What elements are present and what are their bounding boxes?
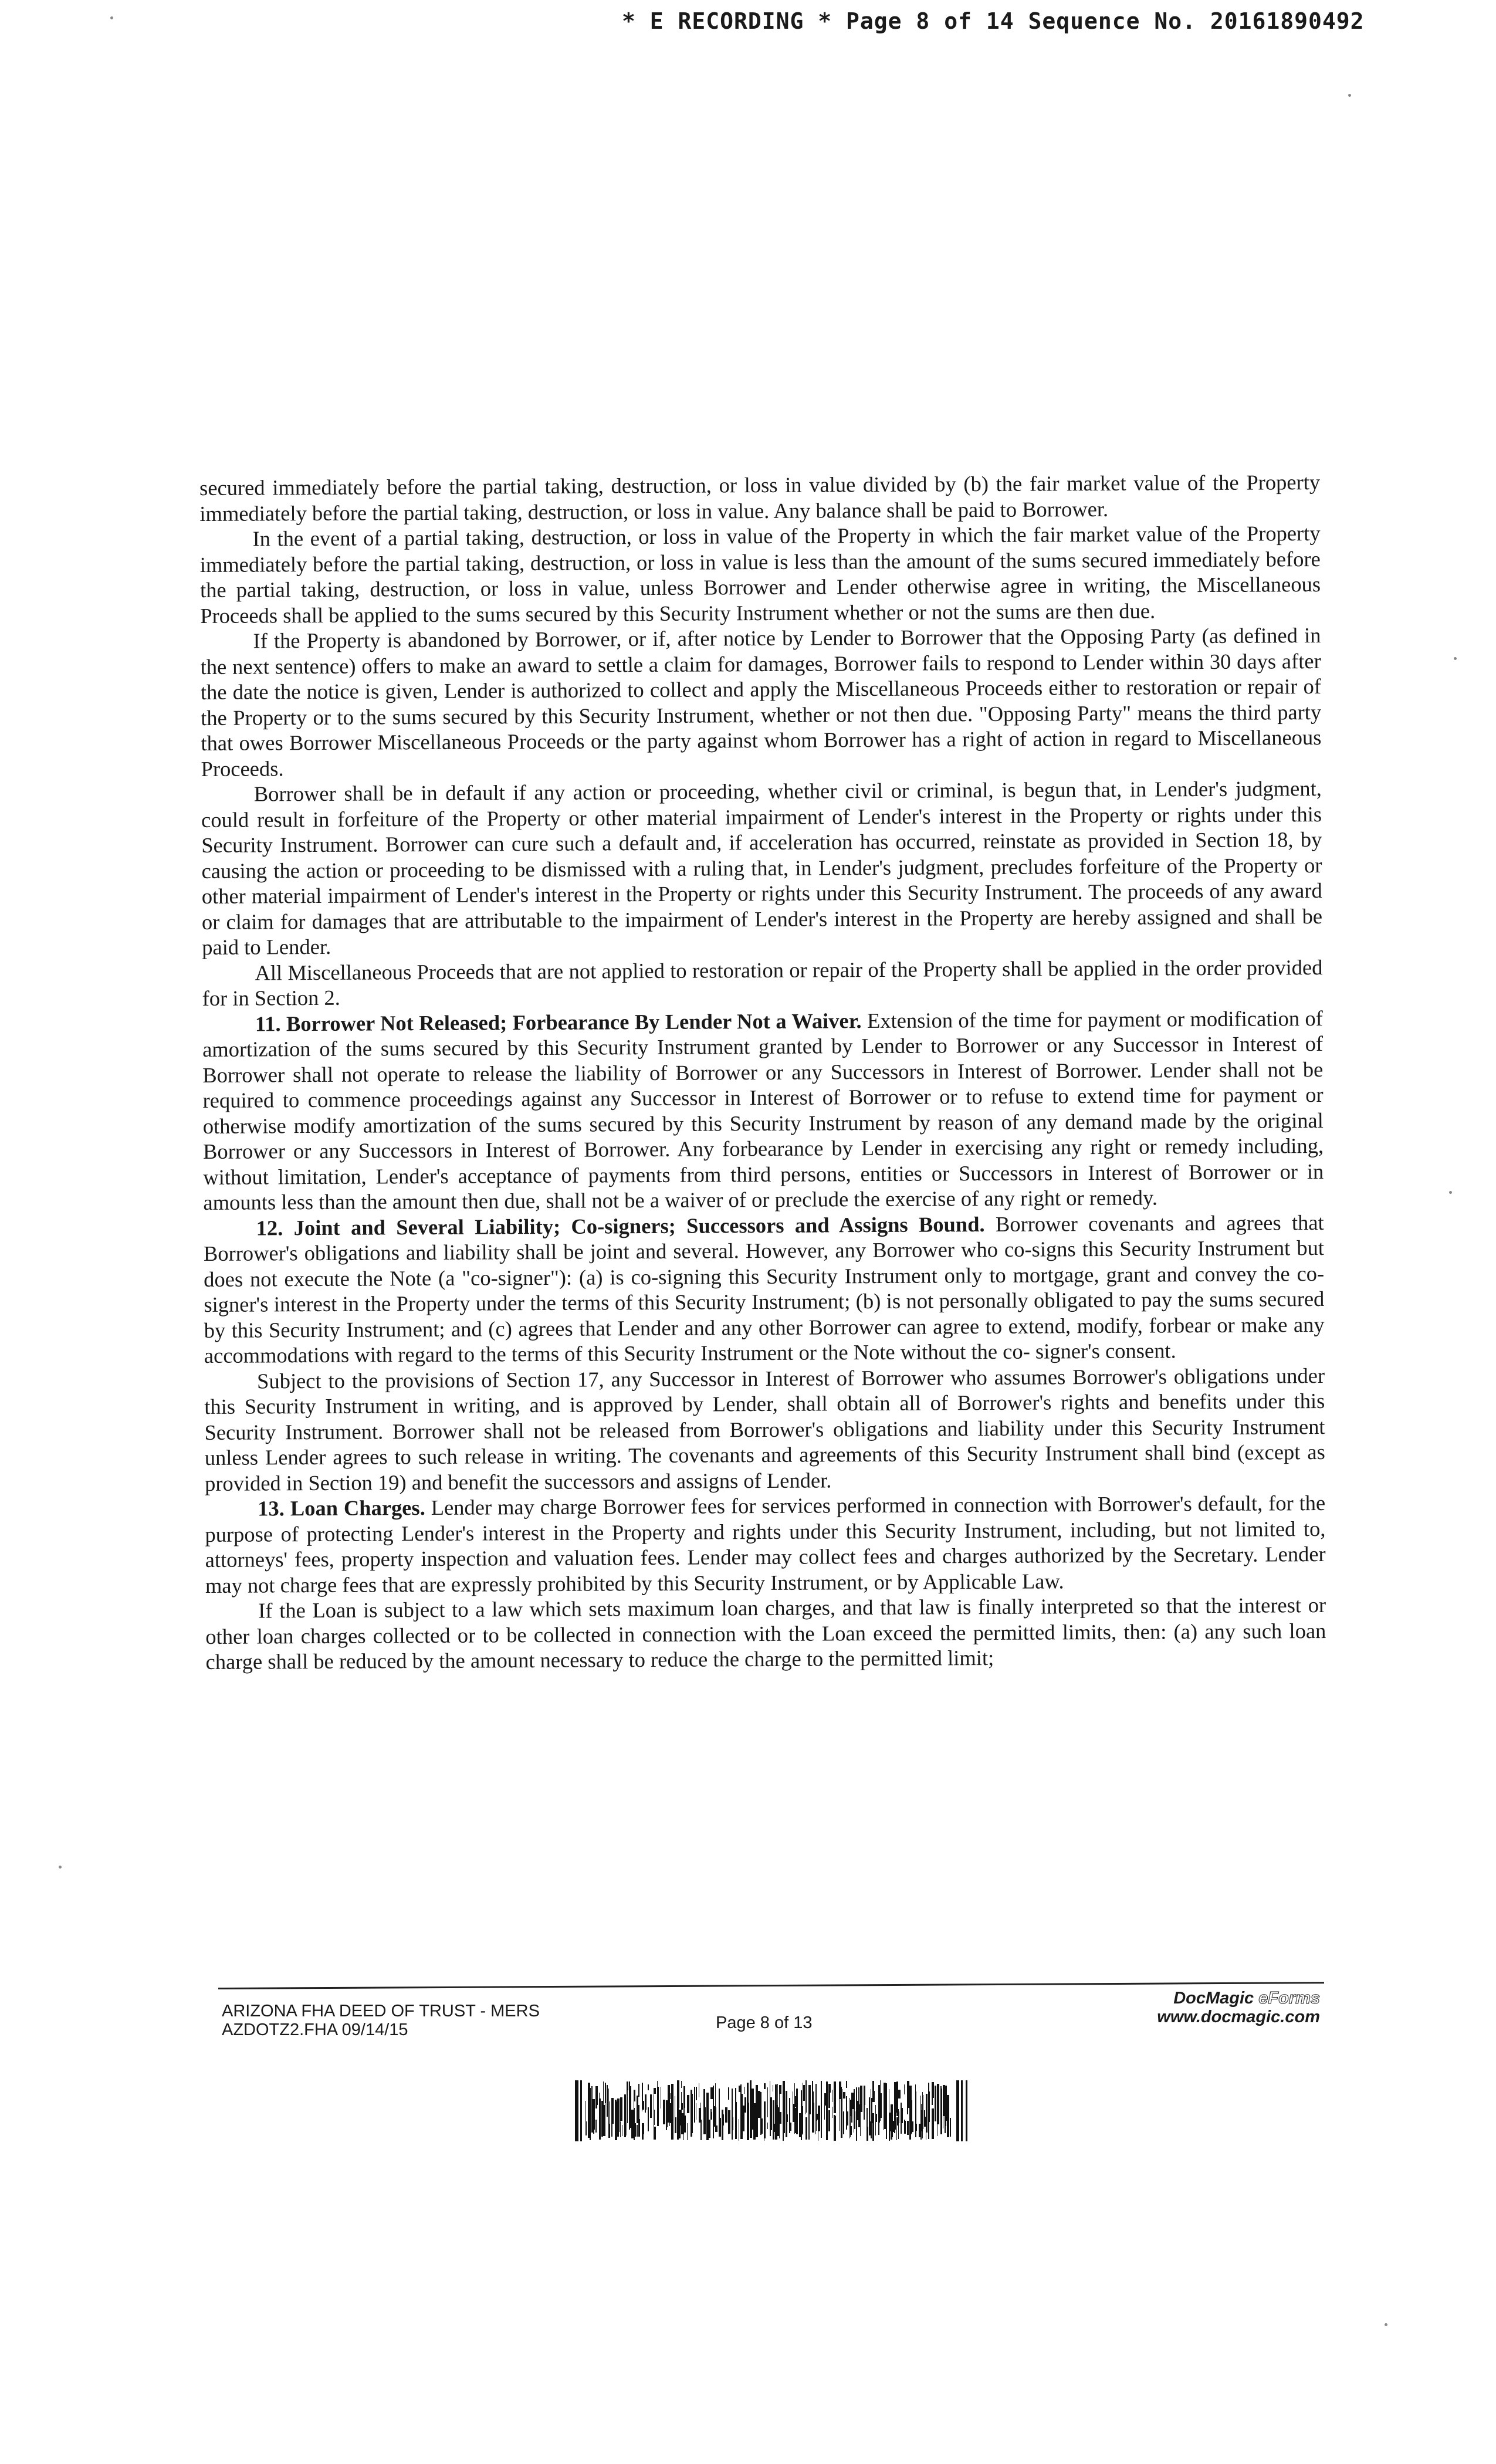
paragraph: In the event of a partial taking, destruction, or loss in value of the Property in which the fair market value of the Property immediately before the partial taking, destruction, or loss in value is less than the amount of the sums secured immediately before the partial taking, destruction, or loss in value, unless Borrower and Lender otherwise agree in writing, the Miscellaneous Proceeds shall be applied to the sums secured by this Security Instrument whether or not the sums are then due. (199, 520, 1321, 628)
paragraph: If the Property is abandoned by Borrower, or if, after notice by Lender to Borrower that the Opposing Party (as defined in the next sentence) offers to make an award to settle a claim for damages, Borrower fails to respond to Lender within 30 days after the date the notice is given, Lender is authorized to collect and apply the Miscellaneous Proceeds either to restoration or repair of the Property or to the sums secured by this Security Instrument, whether or not then due. "Opposing Party" means the third party that owes Borrower Miscellaneous Proceeds or the party against whom Borrower has a right of action in regard to Miscellaneous Proceeds. (200, 622, 1322, 781)
scan-speck (1454, 657, 1457, 660)
form-identifier (222, 2002, 540, 2039)
brand-url: www.docmagic.com (1157, 2008, 1320, 2026)
section-text: Lender may charge Borrower fees for services performed in connection with Borrower's default, for the purpose of protecting Lender's interest in the Property and rights under this Security Instrument, including, but not limited to, attorneys' fees, property inspection and valuation fees. Lender may collect fees and charges authorized by the Secretary. Lender may not charge fees that are expressly prohibited by this Security Instrument, or by Applicable Law. (205, 1490, 1326, 1597)
brand-name: DocMagic (1173, 1989, 1254, 2008)
section-heading: 12. Joint and Several Liability; Co-signers; Successors and Assigns Bound. (256, 1211, 985, 1240)
scan-speck (1449, 1191, 1452, 1194)
barcode (575, 2080, 980, 2141)
scan-speck (110, 16, 113, 19)
recording-header: * E RECORDING * Page 8 of 14 Sequence No. 20161890492 (622, 8, 1365, 34)
scan-speck (1348, 94, 1351, 97)
section-13 (205, 1490, 1326, 1598)
paragraph: secured immediately before the partial taking, destruction, or loss in value divided by (b) the fair market value of the Property immediately before the partial taking, destruction, or loss in value. Any balance shall be paid to Borrower. (199, 469, 1321, 526)
page-number: Page 8 of 13 (716, 2013, 813, 2032)
form-code: AZDOTZ2.FHA 09/14/15 (222, 2020, 408, 2039)
paragraph: All Miscellaneous Proceeds that are not applied to restoration or repair of the Property shall be applied in the order provided for in Section 2. (202, 955, 1323, 1010)
section-heading: 11. Borrower Not Released; Forbearance By Lender Not a Waiver. (255, 1008, 862, 1036)
eforms-mark: eForms (1258, 1989, 1320, 2008)
paragraph: Subject to the provisions of Section 17, any Successor in Interest of Borrower who assumes Borrower's obligations under this Security Instrument in writing, and is approved by Lender, shall obtain all of Borrower's rights and benefits under this Security Instrument. Borrower shall not be released from Borrower's obligations and liability under this Security Instrument unless Lender agrees to such release in writing. The covenants and agreements of this Security Instrument shall bind (except as provided in Section 19) and benefit the successors and assigns of Lender. (204, 1363, 1325, 1495)
section-12 (204, 1209, 1325, 1368)
section-text: Extension of the time for payment or modification of amortization of the sums secured by this Security Instrument granted by Lender to Borrower or any Successor in Interest of Borrower shall not operate to release the liability of Borrower or any Successors in Interest of Borrower. Lender shall not be required to commence proceedings against any Successor in Interest of Borrower or to refuse to extend time for payment or otherwise modify amortization of the sums secured by this Security Instrument by reason of any demand made by the original Borrower or any Successors in Interest of Borrower. Any forbearance by Lender in exercising any right or remedy including, without limitation, Lender's acceptance of payments from third persons, entities or Successors in Interest of Borrower or in amounts less than the amount then due, shall not be a waiver of or preclude the exercise of any right or remedy. (202, 1006, 1324, 1214)
document-body (199, 469, 1326, 1674)
section-heading: 13. Loan Charges. (258, 1495, 425, 1521)
scan-speck (59, 1866, 62, 1869)
form-name: ARIZONA FHA DEED OF TRUST - MERS (222, 2002, 540, 2020)
docmagic-logo (1144, 1989, 1320, 2026)
section-text: Borrower covenants and agrees that Borrower's obligations and liability shall be joint and several. However, any Borrower who co-signs this Security Instrument but does not execute the Note (a "co-signer"): (a) is co-signing this Security Instrument only to mortgage, grant and convey the co-signer's interest in the Property under the terms of this Security Instrument; (b) is not personally obligated to pay the sums secured by this Security Instrument; and (c) agrees that Lender and any other Borrower can agree to extend, modify, forbear or make any accommodations with regard to the terms of this Security Instrument or the Note without the co- signer's consent. (203, 1210, 1325, 1368)
section-11 (202, 1005, 1324, 1215)
scan-speck (1385, 2323, 1387, 2326)
paragraph: If the Loan is subject to a law which sets maximum loan charges, and that law is finally interpreted so that the interest or other loan charges collected or to be collected in connection with the Loan exceed the permitted limits, then: (a) any such loan charge shall be reduced by the amount necessary to reduce the charge to the permitted limit; (205, 1592, 1326, 1674)
paragraph: Borrower shall be in default if any action or proceeding, whether civil or criminal, is begun that, in Lender's judgment, could result in forfeiture of the Property or other material impairment of Lender's interest in the Property or rights under this Security Instrument. Borrower can cure such a default and, if acceleration has occurred, reinstate as provided in Section 18, by causing the action or proceeding to be dismissed with a ruling that, in Lender's judgment, precludes forfeiture of the Property or other material impairment of Lender's interest in the Property or rights under this Security Instrument. The proceeds of any award or claim for damages that are attributable to the impairment of Lender's interest in the Property are hereby assigned and shall be paid to Lender. (201, 776, 1323, 959)
